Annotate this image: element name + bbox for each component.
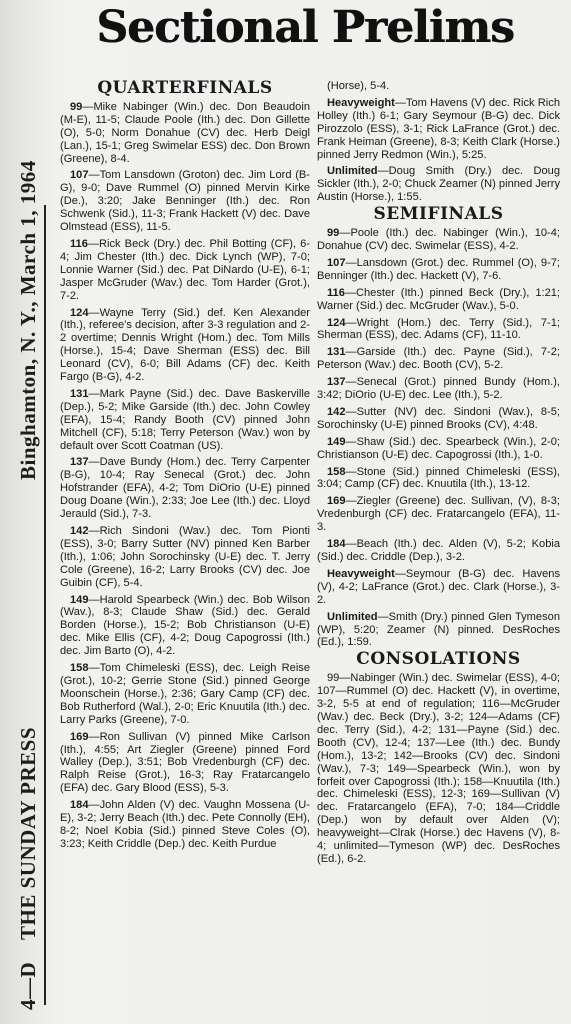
bout-results: —Harold Spearbeck (Win.) dec. Bob Wilson (Wav.), 8-3; Claude Shaw (Sid.) dec. Gerald Borden (Horse.), 15-2; Bob Christianson (U-E) dec. Mike Ellis (CF), 4-2; Doug Capogrossi (Ith.) dec. Jim Barto (O), 4-2. — [60, 593, 310, 658]
bout-results: —Tom Chimeleski (ESS), dec. Leigh Reise (Grot.), 10-2; Gerrie Stone (Sid.) pinned George Moonschein (Horse.), 2:36; Gary Camp (CF) dec. Bob Rutherford (Wal.), 2-0; Eric Knuutila (Ith.) dec. Larry Parks (Greene), 7-0. — [60, 662, 310, 726]
weight-class: 158 — [70, 662, 89, 675]
weight-class: 131 — [327, 346, 346, 359]
column-left — [60, 80, 310, 855]
bout-results: —Chester (Ith.) pinned Beck (Dry.), 1:21; Warner (Sid.) dec. McGruder (Wav.), 5-0. — [317, 286, 560, 312]
bout-results: —Ziegler (Greene) dec. Sullivan, (V), 8-3; Vredenburgh (CF) dec. Fratarcangelo (EFA), 11-3. — [317, 495, 560, 534]
weight-class: 124 — [70, 306, 89, 319]
weight-class: Heavyweight — [327, 96, 395, 109]
result-paragraph — [317, 568, 560, 607]
bout-results: —Stone (Sid.) pinned Chimeleski (ESS), 3:04; Camp (CF) dec. Knuutila (Ith.), 13-12. — [317, 465, 560, 491]
result-paragraph — [317, 466, 560, 492]
quarterfinals-continued — [317, 80, 560, 204]
bout-results: —Sutter (NV) dec. Sindoni (Wav.), 8-5; Sorochinsky (U-E) pinned Brooks (CV), 4:48. — [317, 405, 560, 431]
semifinals-results — [317, 227, 560, 649]
weight-class: 107 — [70, 169, 89, 182]
weight-class: 142 — [327, 405, 346, 418]
result-paragraph — [60, 307, 310, 384]
bout-results: —Tom Havens (V) dec. Rick Rich Holley (Ith.) 6-1; Gary Seymour (B-G) dec. Dick Pirozzolo (ESS), 3-1; Rick LaFrance (Grot.) dec. Frank Heiman (Greene), 8-3; Keith Clark (Horse.) pinned Jerry Redmon (Win.), 5:25. — [317, 96, 560, 161]
bout-results: —Smith (Dry.) pinned Glen Tymeson (WP), 5:20; Zeamer (N) pinned. DesRoches (Ed.), 1:59. — [317, 610, 560, 649]
result-paragraph — [60, 594, 310, 659]
result-paragraph — [317, 406, 560, 432]
result-paragraph — [317, 346, 560, 372]
bout-results: —Mike Nabinger (Win.) dec. Don Beaudoin (M-E), 11-5; Claude Poole (Ith.) dec. Don Gillette (O), 5-0; Norm Donahue (CV) dec. Herb Deigl (Lan.), 15-1; Greg Swimelar ESS) dec. Don Brown (Greene), 8-4. — [60, 100, 310, 165]
bout-results: —Shaw (Sid.) dec. Spearbeck (Win.), 2-0; Christianson (U-E) dec. Capogrossi (Ith.), 1-0. — [317, 435, 560, 461]
weight-class: 169 — [327, 495, 346, 508]
bout-results: —Dave Bundy (Hom.) dec. Terry Carpenter (B-G), 10-4; Ray Senecal (Grot.) dec. John Hofstrander (EFA), 4-2; Tom DiOrio (U-E) pinned Doug Doane (Win.), 2:33; Joe Lee (Ith.) dec. Lloyd Jerauld (Sid.), 7-3. — [60, 456, 310, 521]
bout-results: —Lansdown (Grot.) dec. Rummel (O), 9-7; Benninger (Ith.) dec. Hackett (V), 7-6. — [317, 256, 560, 282]
column-right — [317, 80, 560, 870]
result-paragraph — [317, 495, 560, 534]
result-paragraph — [317, 80, 560, 93]
bout-results: —Wright (Hom.) dec. Terry (Sid.), 7-1; Sherman (ESS), dec. Adams (CF), 11-10. — [317, 316, 560, 342]
quarterfinals-results — [60, 101, 310, 851]
result-paragraph — [60, 456, 310, 521]
weight-class: 184 — [327, 538, 346, 551]
result-paragraph — [317, 376, 560, 402]
bout-results: —Ron Sullivan (V) pinned Mike Carlson (Ith.), 4:55; Art Ziegler (Greene) pinned Ford Walley (Dep.), 3:51; Bob Vredenburgh (CF) dec. Ralph Reise (Grot.), 16-3; Ray Fratarcangelo (EFA) dec. Gary Blood (ESS), 5-3. — [60, 730, 310, 795]
weight-class: Unlimited — [327, 610, 378, 623]
weight-class: 131 — [70, 387, 89, 400]
result-paragraph — [317, 317, 560, 343]
bout-results: (Horse), 5-4. — [327, 80, 390, 92]
bout-results: —Seymour (B-G) dec. Havens (V), 4-2; LaFrance (Grot.) dec. Clark (Horse.), 3-2. — [317, 567, 560, 606]
bout-results: —Garside (Ith.) dec. Payne (Sid.), 7-2; Peterson (Wav.) dec. Booth (CV), 5-2. — [317, 346, 560, 372]
bout-results: —Rick Beck (Dry.) dec. Phil Botting (CF), 6-4; Jim Chester (Ith.) dec. Dick Lynch (WP), 7-0; Lonnie Warner (Sid.) dec. Pat DiNardo (U-E), 6-1; Jasper McGruder (Wav.) dec. Tom Harder (Grot.), 7-2. — [60, 237, 310, 302]
bout-results: —Rich Sindoni (Wav.) dec. Tom Pionti (ESS), 3-0; Barry Sutter (NV) pinned Ken Barber (Ith.), 1:06; John Sorochinsky (U-E) dec. T. Jerry Cole (Greene), 16-2; Larry Brooks (CV) dec. Joe Guibin (CF), 5-4. — [60, 525, 310, 589]
bout-results: —John Alden (V) dec. Vaughn Mossena (U-E), 3-2; Jerry Beach (Ith.) dec. Pete Connolly (EH), 8-2; Noel Kobia (Sid.) pinned Steve Coles (O), 3:23; Keith Criddle (Dep.) dec. Keith Purdue — [60, 799, 310, 850]
result-paragraph — [60, 662, 310, 727]
bout-results: —Wayne Terry (Sid.) def. Ken Alexander (Ith.), referee's decision, after 3-3 regulation and 2-2 overtime; Dennis Wright (Hom.) dec. Tom Mills (Horse.), 15-4; Dave Sherman (ESS) dec. Bill Leonard (CV), 6-0; Bill Adams (CF) dec. Keith Fargo (B-G), 4-2. — [60, 306, 310, 384]
weight-class: 142 — [70, 525, 89, 537]
result-paragraph — [60, 388, 310, 453]
bout-results: —Beach (Ith.) dec. Alden (V), 5-2; Kobia (Sid.) dec. Criddle (Dep.), 3-2. — [317, 538, 560, 563]
result-paragraph — [60, 731, 310, 796]
result-paragraph — [60, 101, 310, 166]
consolations-results: 99—Nabinger (Win.) dec. Swimelar (ESS), 4-0; 107—Rummel (O) dec. Hackett (V), in overtime, 3-2, 5-5 at end of regulation; 116—McGruder (Wav.) dec. Beck (Dry.), 3-2; 124—Adams (CF) dec. Terry (Sid.), 4-2; 131—Payne (Sid.) dec. Booth (CV), 12-4; 137—Lee (Ith.) dec. Bundy (Hom.), 13-2; 142—Brooks (CV) dec. Sindoni (Wav.), 7-3; 149—Spearbeck (Win.), won by forfeit over Capogrossi (Ith.); 158—Knuutila (Ith.) dec. Chimeleski (ESS), 12-3; 169—Sullivan (V) dec. Fratarcangelo (EFA), 7-0; 184—Criddle (Dep.) won by default over Alden (V); heavyweight—Clrak (Horse.) dec Havens (V), 8-4; unlimited—Tymeson (WP) dec. DesRoches (Ed.), 6-2. — [317, 672, 560, 865]
bout-results: —Tom Lansdown (Groton) dec. Jim Lord (B-G), 9-0; Dave Rummel (O) pinned Mervin Kirke (De.), 3:20; Jake Benninger (Ith.) dec. Ron Schwenk (Sid.), 11-3; Frank Hackett (V) dec. Dave Olmstead (ESS), 11-5. — [60, 169, 310, 234]
weight-class: 184 — [70, 799, 89, 812]
result-paragraph — [317, 227, 560, 253]
weight-class: 99 — [70, 100, 83, 113]
bout-results: —Poole (Ith.) dec. Nabinger (Win.), 10-4; Donahue (CV) dec. Swimelar (ESS), 4-2. — [317, 227, 560, 252]
result-paragraph — [60, 525, 310, 590]
result-paragraph — [60, 238, 310, 303]
weight-class: 169 — [70, 730, 89, 743]
weight-class: Heavyweight — [327, 567, 395, 580]
weight-class: 99 — [327, 227, 340, 240]
quarterfinals-heading: QUARTERFINALS — [97, 78, 273, 98]
result-paragraph — [317, 287, 560, 313]
section-number: 4—D — [16, 961, 40, 1010]
column-rule — [44, 205, 46, 1005]
weight-class: 158 — [327, 465, 346, 478]
bout-results: —Senecal (Grot.) pinned Bundy (Hom.), 3:42; DiOrio (U-E) dec. Lee (Ith.), 5-2. — [317, 376, 560, 402]
consolations-heading: CONSOLATIONS — [356, 649, 521, 670]
newspaper-name: THE SUNDAY PRESS — [16, 726, 40, 940]
bout-results: —Mark Payne (Sid.) dec. Dave Baskerville (Dep.), 5-2; Mike Garside (Ith.) dec. John Cowley (EFA), 15-4; Randy Booth (CV) pinned John Mitchell (CF), 5:18; Terry Peterson (Wav.) won by default over Scott Coatman (US). — [60, 387, 310, 452]
weight-class: 116 — [70, 237, 88, 250]
result-paragraph — [317, 611, 560, 650]
result-paragraph — [60, 169, 310, 234]
semifinals-heading: SEMIFINALS — [373, 204, 504, 225]
result-paragraph — [317, 97, 560, 162]
weight-class: 149 — [70, 593, 89, 606]
weight-class: 137 — [327, 376, 346, 389]
weight-class: 107 — [327, 256, 346, 269]
weight-class: Unlimited — [327, 165, 378, 178]
weight-class: 137 — [70, 456, 89, 469]
result-paragraph — [317, 257, 560, 283]
result-paragraph — [317, 436, 560, 462]
result-paragraph — [317, 165, 560, 204]
weight-class: 124 — [327, 316, 346, 329]
weight-class: 149 — [327, 435, 346, 448]
dateline: Binghamton, N. Y., March 1, 1964 — [16, 160, 40, 480]
bout-results: —Doug Smith (Dry.) dec. Doug Sickler (Ith.), 2-0; Chuck Zeamer (N) pinned Jerry Austin (Horse.), 1:55. — [317, 165, 560, 204]
weight-class: 116 — [327, 286, 345, 299]
result-paragraph — [60, 799, 310, 851]
result-paragraph — [317, 538, 560, 564]
article-headline: Sectional Prelims — [96, 2, 514, 53]
